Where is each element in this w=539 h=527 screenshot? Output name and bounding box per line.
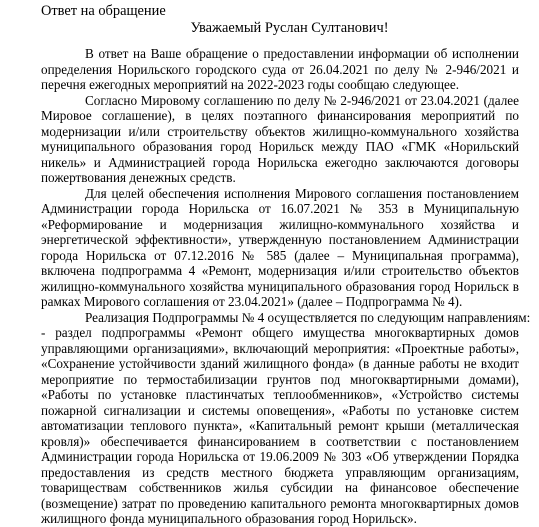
text-line: модернизации и/или строительству объектов жилищно-коммунального хозяйства xyxy=(41,123,519,139)
text-line: Согласно Мировому соглашению по делу № 2-946/2021 от 23.04.2021 (далее xyxy=(85,92,519,108)
text-line: Реализация Подпрограммы № 4 осуществляется по следующим направлениям: xyxy=(85,309,531,325)
document-heading: Ответ на обращение xyxy=(41,3,166,19)
text-line: энергетической эффективности», утвержденную постановлением Администрации xyxy=(41,232,519,247)
text-line: рамках Мирового соглашения от 23.04.2021» (далее – Подпрограмма № 4). xyxy=(41,294,463,309)
text-line: включена подпрограмма 4 «Ремонт, модернизация и/или строительство объектов xyxy=(41,263,519,278)
text-line: (возмещение) затрат по проведению капитального ремонта многоквартирных домов xyxy=(41,495,519,511)
text-line: пожертвования денежных средств. xyxy=(41,170,236,185)
text-line: жилищного фонда муниципального образования город Норильск». xyxy=(41,511,417,526)
text-line: Для целей обеспечения исполнения Мирового соглашения постановлением xyxy=(85,185,519,201)
text-line: мероприятие по термостабилизации грунтов под многоквартирными домами), xyxy=(41,371,519,387)
text-line: управляющими организациями», включающий мероприятия: «Проектные работы», xyxy=(41,340,519,356)
text-line: «Реформирование и модернизация жилищно-коммунального хозяйства и xyxy=(41,216,519,232)
text-line: товариществам собственников жилья субсидии на финансовое обеспечение xyxy=(41,480,519,495)
text-line: Администрации города Норильска от 19.06.2009 № 303 «Об утверждении Порядка xyxy=(41,449,519,464)
text-line: «Сохранение устойчивости зданий жилищного фонда» (в данные работы не входит xyxy=(41,356,519,371)
text-line: автоматизации теплового пункта», «Капитальный ремонт крыши (металлическая xyxy=(41,418,519,433)
text-line: города Норильска от 07.12.2016 № 585 (далее – Муниципальная программа), xyxy=(41,247,519,263)
salutation: Уважаемый Руслан Султанович! xyxy=(190,20,389,36)
text-line: пожарной сигнализации и системы оповещения», «Работы по установке систем xyxy=(41,402,519,418)
text-line: предоставления из средств местного бюджета управляющим организациям, xyxy=(41,464,519,480)
text-line: жилищно-коммунального хозяйства муниципального образования город Норильск в xyxy=(41,278,519,294)
text-line: кровля)» обеспечивается финансированием в соответствии с постановлением xyxy=(41,433,519,449)
text-line: муниципального образования город Норильск между ПАО «ГМК «Норильский xyxy=(41,139,519,154)
text-line: перечня ежегодных мероприятий на 2022-2023 годы сообщаю следующее. xyxy=(41,77,460,92)
text-line: Администрации города Норильска от 16.07.2021 № 353 в Муниципальную xyxy=(41,201,519,216)
document-body xyxy=(41,46,531,527)
text-line: определения Норильского городского суда от 26.04.2021 по делу № 2-946/2021 и xyxy=(41,61,519,77)
text-line: Мировое соглашение), в целях поэтапного финансирования мероприятий по xyxy=(41,108,519,123)
text-line: никель» и Администрацией города Норильска ежегодно заключаются договоры xyxy=(41,154,519,170)
text-line: - раздел подпрограммы «Ремонт общего имущества многоквартирных домов xyxy=(41,325,519,340)
text-line: В ответ на Ваше обращение о предоставлении информации об исполнении xyxy=(85,46,519,61)
text-line: «Работы по установке пластинчатых теплообменников», «Устройство системы xyxy=(41,387,519,402)
